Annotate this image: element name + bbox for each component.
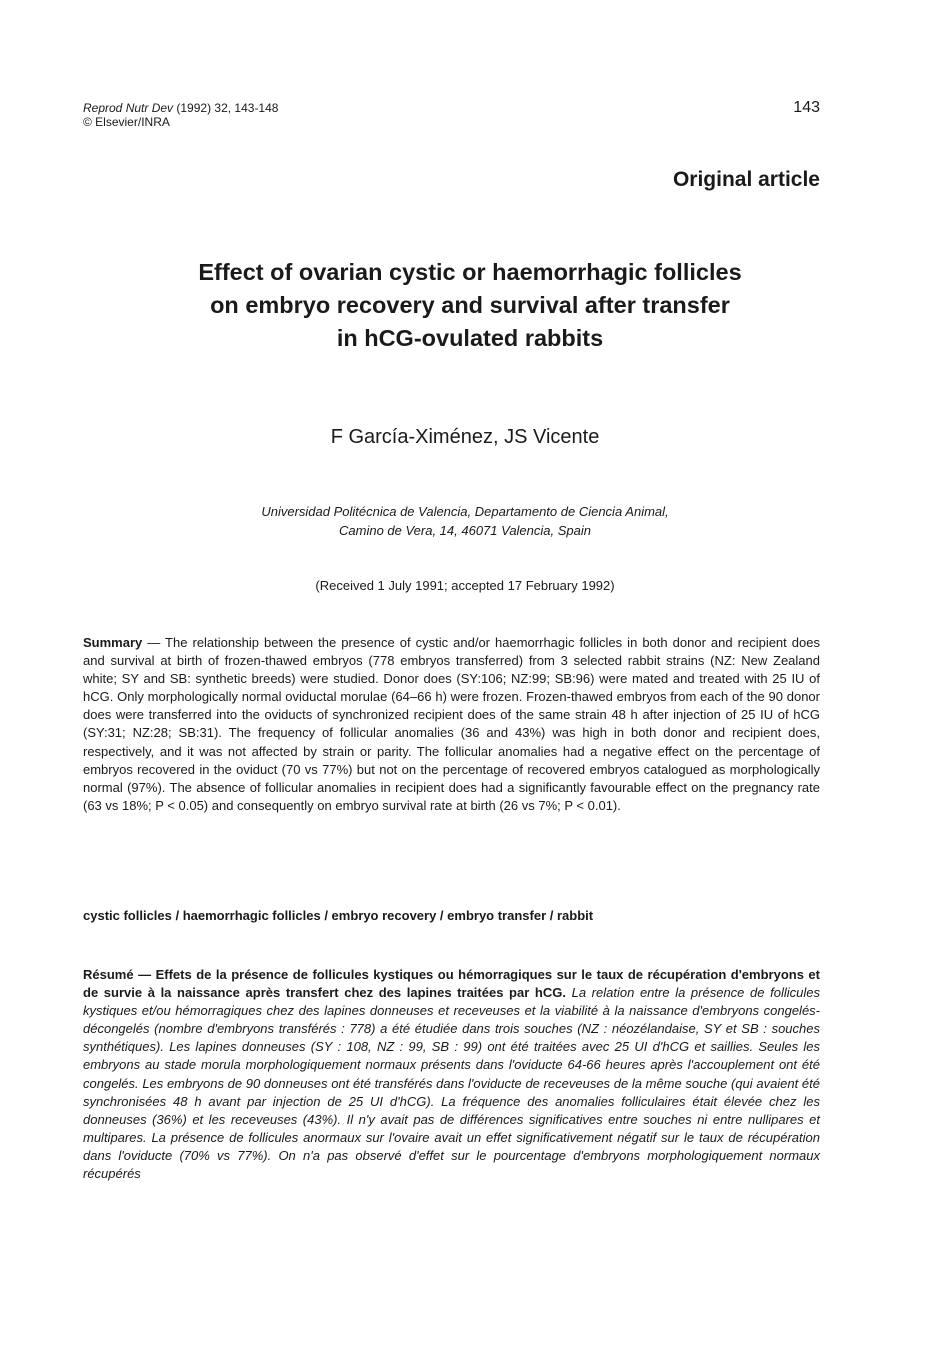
- title-line: Effect of ovarian cystic or haemorrhagic follicles: [198, 259, 742, 285]
- journal-citation: (1992) 32, 143-148: [173, 101, 279, 115]
- keywords: cystic follicles / haemorrhagic follicles / embryo recovery / embryo transfer / rabbit: [83, 908, 594, 923]
- authors: F García-Ximénez, JS Vicente: [330, 426, 600, 448]
- summary-label: Summary: [83, 635, 143, 650]
- summary-paragraph: [83, 634, 820, 815]
- affiliation: [0, 502, 930, 540]
- resume-heading: Résumé — Effets de la présence de follicules kystiques ou hémorragiques sur le taux de récupération d'embryons et de survie à la naissance après transfert chez des lapines traitées par hCG.: [83, 967, 820, 1001]
- affiliation-line: Camino de Vera, 14, 46071 Valencia, Spain: [339, 523, 591, 538]
- summary-text: — The relationship between the presence of cystic and/or haemorrhagic follicles in both donor and recipient does and survival at birth of frozen-thawed embryos (778 embryos transferred) from 3 selected rabbit strains (NZ: New Zealand white; SY and SB: synthetic breeds) were studied. Donor does (SY:106; NZ:99; SB:96) were mated and treated with 25 IU of hCG. Only morphologically normal oviductal morulae (64–66 h) were frozen. Frozen-thawed embryos from each of the 90 donor does were transferred into the oviducts of synchronized recipient does of the same strain 48 h after injection of 25 IU of hCG (SY:31; NZ:28; SB:31). The frequency of follicular anomalies (36 and 43%) was high in both donor and recipient does, respectively, and it was not affected by strain or parity. The follicular anomalies had a negative effect on the percentage of embryos recovered in the oviduct (70 vs 77%) but not on the percentage of recovered embryos catalogued as morphologically normal (97%). The absence of follicular anomalies in recipient does had a significantly favourable effect on the pregnancy rate (63 vs 18%; P < 0.05) and consequently on embryo survival rate at birth (26 vs 7%; P < 0.01).: [83, 635, 820, 813]
- title-line: in hCG-ovulated rabbits: [336, 325, 604, 351]
- affiliation-line: Universidad Politécnica de Valencia, Departamento de Ciencia Animal,: [261, 504, 669, 519]
- publisher: © Elsevier/INRA: [83, 115, 170, 129]
- article-title: [70, 256, 870, 355]
- resume-text: La relation entre la présence de follicules kystiques et/ou hémorragiques chez des lapines donneuses et receveuses et la viabilité à la naissance d'embryons congelés-décongelés (nombre d'embryons transférés : 778) a été étudiée dans trois souches (NZ : néozélandaise, SY et SB : souches synthétiques). Les lapines donneuses (SY : 108, NZ : 99, SB : 99) ont été traitées avec 25 UI d'hCG et saillies. Seules les embryons au stade morula morphologiquement normaux présents dans l'oviducte 64-66 heures après l'accouplement ont été congelés. Les embryons de 90 donneuses ont été transférés dans l'oviducte de receveuses de la même souche (qui avaient été synchronisées 48 h avant par injection de 25 UI d'hCG). La fréquence des anomalies folliculaires était élevée chez les donneuses (36%) et les receveuses (43%). Il n'y avait pas de différences significatives entre souches ni entre nullipares et multipares. La présence de follicules anormaux sur l'ovaire avait un effet significativement négatif sur le taux de récupération dans l'oviducte (70% vs 77%). On n'a pas observé d'effet sur le pourcentage d'embryons morphologiquement normaux récupérés: [83, 985, 820, 1182]
- received-dates: (Received 1 July 1991; accepted 17 February 1992): [315, 578, 615, 593]
- journal-name: Reprod Nutr Dev: [83, 101, 174, 115]
- resume-paragraph: [83, 966, 820, 1183]
- page-number: 143: [793, 99, 820, 116]
- article-type: Original article: [672, 168, 820, 191]
- title-line: on embryo recovery and survival after transfer: [210, 292, 730, 318]
- journal-reference: [83, 101, 278, 129]
